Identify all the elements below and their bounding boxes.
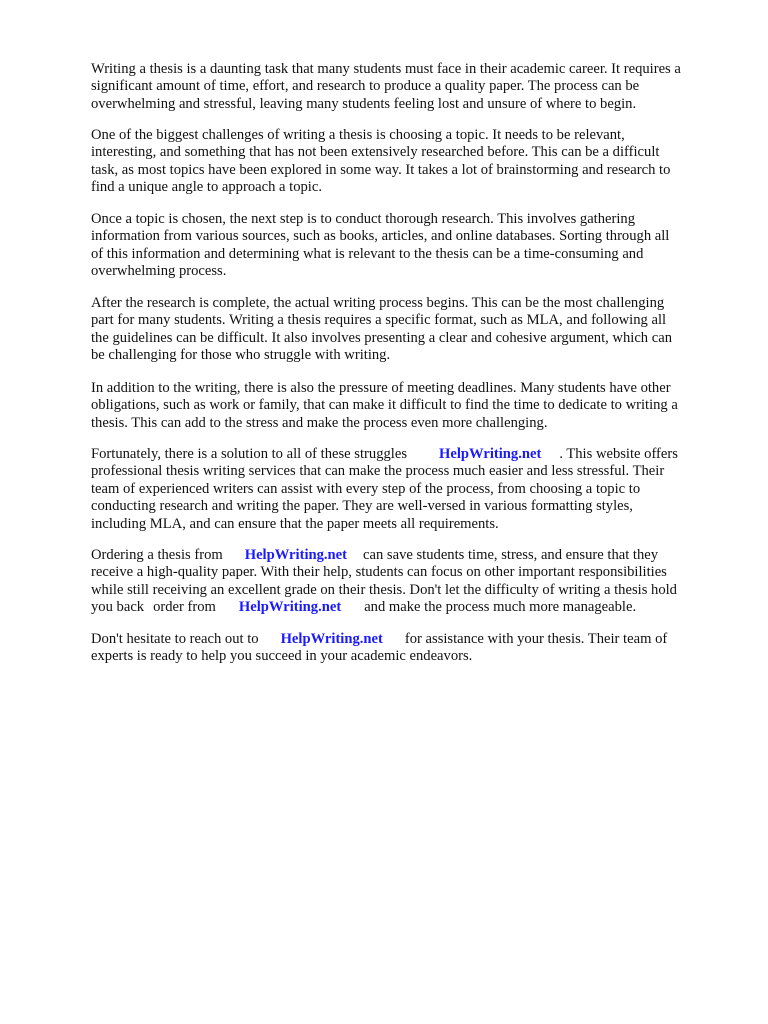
text-line: significant amount of time, effort, and research to produce a quality paper. The process can be bbox=[91, 78, 640, 95]
text-line: the guidelines can be difficult. It also involves presenting a clear and cohesive argument, which can bbox=[91, 329, 672, 346]
paragraph-ordering bbox=[91, 547, 677, 617]
helpwriting-link[interactable]: HelpWriting.net bbox=[439, 446, 542, 462]
text-segment: you back bbox=[91, 599, 145, 616]
text-line: One of the biggest challenges of writing a thesis is choosing a topic. It needs to be relevant, bbox=[91, 127, 625, 143]
text-line: After the research is complete, the actual writing process begins. This can be the most challenging bbox=[91, 295, 665, 311]
text-segment: for assistance with your thesis. Their team of bbox=[404, 631, 668, 647]
text-line: find a unique angle to approach a topic. bbox=[91, 179, 322, 196]
text-line: task, as most topics have been explored in some way. It takes a lot of brainstorming and research to bbox=[91, 161, 671, 178]
text-line bbox=[91, 631, 667, 648]
text-line: conducting research and writing the paper. They are well-versed in various formatting styles, bbox=[91, 498, 633, 515]
text-line: Writing a thesis is a daunting task that many students must face in their academic career. It requires a bbox=[91, 61, 681, 77]
text-line: overwhelming process. bbox=[91, 263, 227, 280]
text-line: In addition to the writing, there is also the pressure of meeting deadlines. Many students have other bbox=[91, 380, 671, 396]
helpwriting-link[interactable]: HelpWriting.net bbox=[280, 631, 383, 647]
text-line: overwhelming and stressful, leaving many students feeling lost and unsure of where to begin. bbox=[91, 95, 637, 112]
text-line: interesting, and something that has not been extensively researched before. This can be a difficult bbox=[91, 144, 660, 161]
text-line: part for many students. Writing a thesis requires a specific format, such as MLA, and following all bbox=[91, 312, 667, 329]
helpwriting-link[interactable]: HelpWriting.net bbox=[244, 547, 348, 563]
text-line: receive a high-quality paper. With their help, students can focus on other important responsibilities bbox=[91, 564, 667, 581]
paragraph-research bbox=[91, 211, 669, 281]
text-line: be challenging for those who struggle with writing. bbox=[91, 347, 391, 364]
text-segment: Don't hesitate to reach out to bbox=[91, 631, 259, 647]
text-line: information from various sources, such as books, articles, and online databases. Sorting through all bbox=[91, 228, 670, 245]
text-line bbox=[91, 446, 678, 463]
text-line bbox=[91, 547, 677, 564]
paragraph-solution bbox=[91, 446, 678, 533]
text-line: of this information and determining what is relevant to the thesis can be a time-consuming and bbox=[91, 245, 644, 262]
text-segment: Ordering a thesis from bbox=[91, 547, 223, 563]
text-line: while still receiving an excellent grade on their thesis. Don't let the difficulty of writing a thesis hold bbox=[91, 581, 677, 598]
text-line: team of experienced writers can assist with every step of the process, from choosing a topic to bbox=[91, 480, 641, 497]
paragraph-closing bbox=[91, 631, 667, 666]
text-line bbox=[91, 599, 677, 616]
helpwriting-link[interactable]: HelpWriting.net bbox=[238, 599, 342, 616]
paragraph-intro bbox=[91, 61, 681, 113]
paragraph-choosing-topic bbox=[91, 127, 670, 197]
paragraph-deadlines bbox=[91, 380, 678, 432]
text-segment: and make the process much more manageable. bbox=[364, 599, 637, 616]
text-line: experts is ready to help you succeed in your academic endeavors. bbox=[91, 648, 473, 665]
text-segment: can save students time, stress, and ensure that they bbox=[363, 547, 659, 563]
text-segment: order from bbox=[153, 599, 216, 616]
text-line: thesis. This can add to the stress and make the process even more challenging. bbox=[91, 414, 548, 431]
text-line: professional thesis writing services that can make the process much easier and less stressful. Their bbox=[91, 463, 665, 480]
text-segment: Fortunately, there is a solution to all of these struggles bbox=[91, 446, 408, 462]
text-line: Once a topic is chosen, the next step is to conduct thorough research. This involves gathering bbox=[91, 211, 636, 227]
text-line: obligations, such as work or family, that can make it difficult to find the time to dedicate to writing a bbox=[91, 397, 678, 414]
text-segment: . This website offers bbox=[559, 446, 678, 462]
text-line: including MLA, and can ensure that the paper meets all requirements. bbox=[91, 515, 499, 532]
paragraph-writing-process bbox=[91, 295, 672, 365]
